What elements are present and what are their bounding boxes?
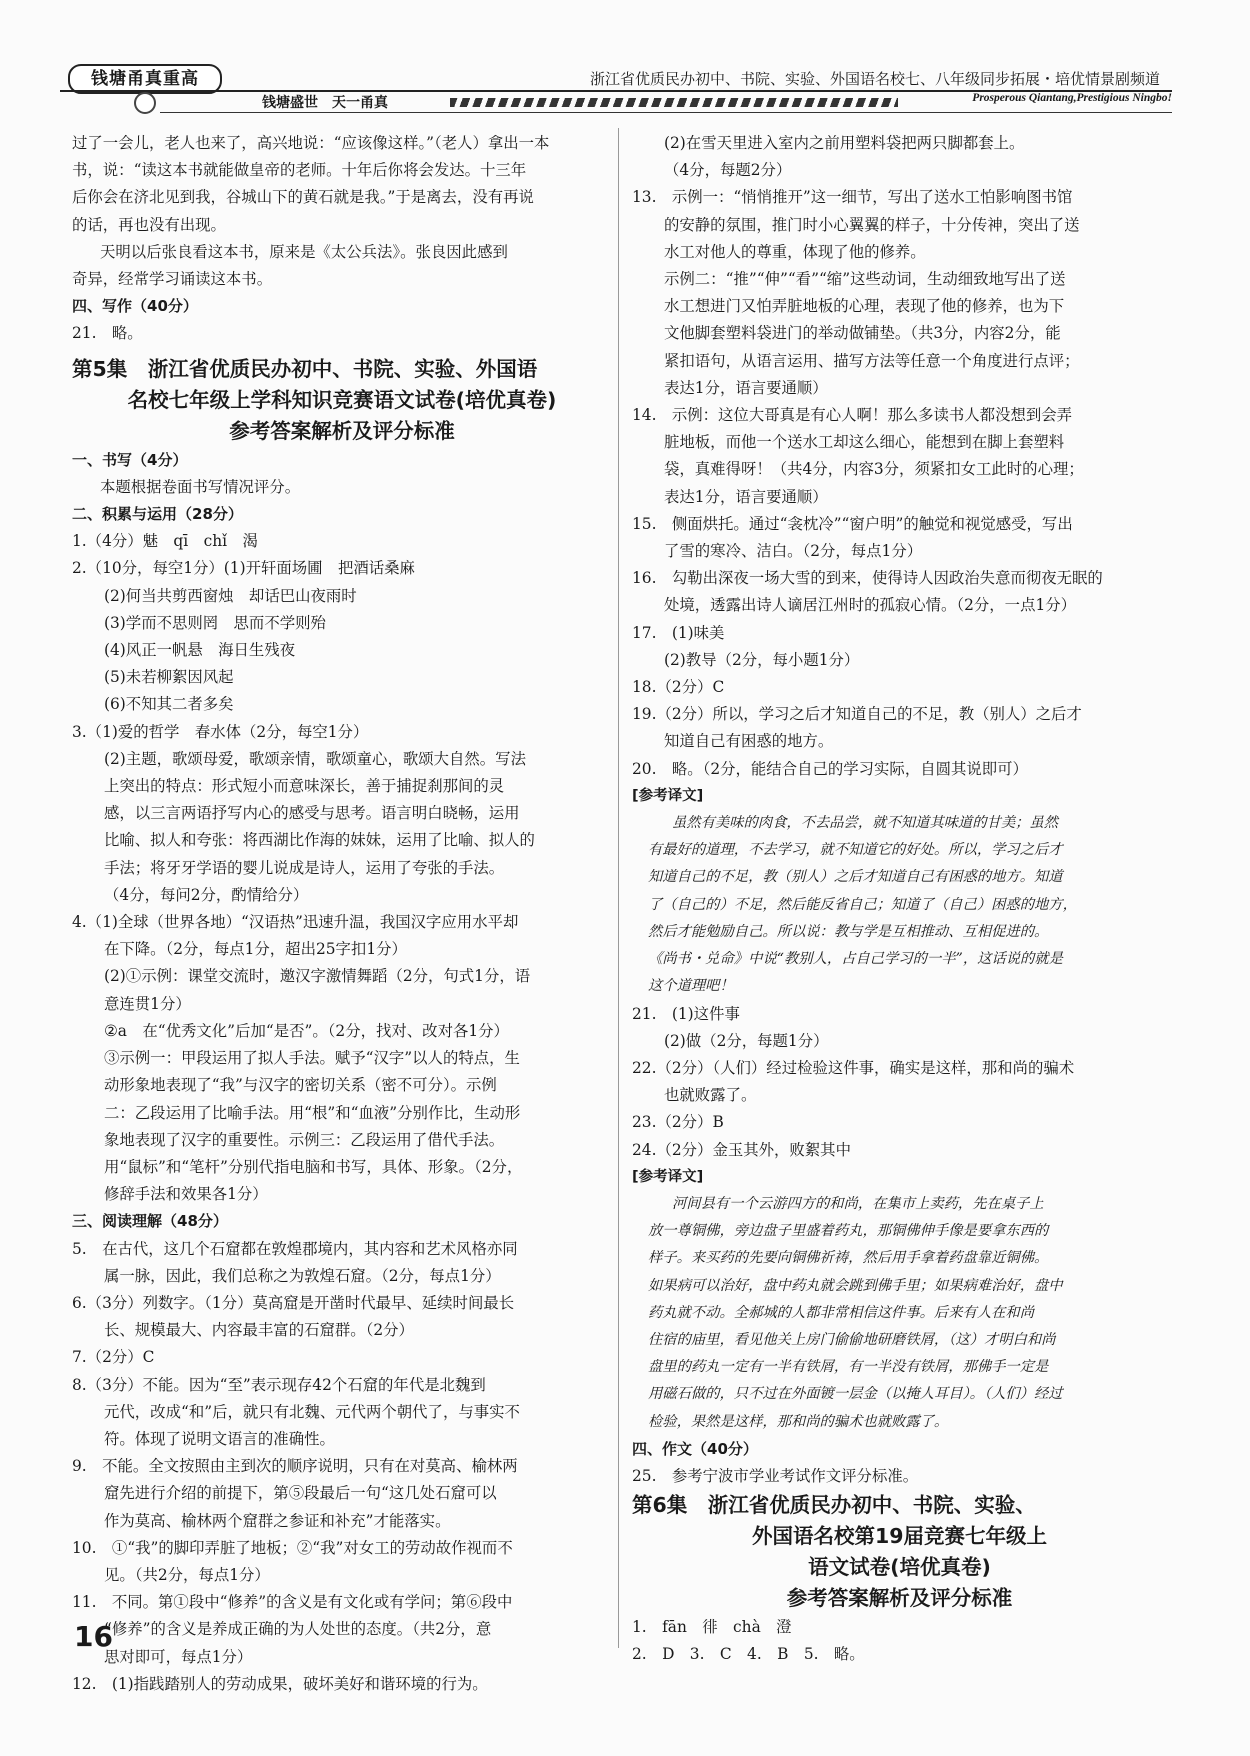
answer-line: 思对即可，每点1分） <box>104 1647 253 1666</box>
header-slogan: 钱塘盛世 天一甬真 <box>262 95 388 111</box>
page-number: 16 <box>74 1620 113 1653</box>
answer-line: 表达1分，语言要通顺） <box>664 378 828 397</box>
answer-line: (3)学而不思则罔 思而不学则殆 <box>104 613 326 632</box>
answer-line: 动形象地表现了“我”与汉字的密切关系（密不可分）。示例 <box>104 1076 497 1095</box>
left-column <box>72 130 612 1698</box>
translation-line: 河间县有一个云游四方的和尚，在集市上卖药，先在桌子上 <box>672 1195 1044 1212</box>
answer-line: 2.（10分，每空1分）(1)开轩面场圃 把酒话桑麻 <box>72 559 415 578</box>
answer-line: (2)①示例：课堂交流时，邀汉字激情舞蹈（2分，句式1分，语 <box>104 967 531 986</box>
answer-line: 袋，真难得呀！（共4分，内容3分，须紧扣女工此时的心理； <box>664 460 1084 479</box>
text-line: 的话，再也没有出现。 <box>72 215 226 234</box>
answer-line: 21. (1)这件事 <box>632 1004 740 1023</box>
answer-line: (2)何当共剪西窗烛 却话巴山夜雨时 <box>104 586 357 605</box>
answer-line: 符。体现了说明文语言的准确性。 <box>104 1429 335 1448</box>
answer-line: 6.（3分）列数字。（1分）莫高窟是开凿时代最早、延续时间最长 <box>72 1293 515 1312</box>
section-heading: 二、积累与运用（28分） <box>72 505 243 524</box>
translation-line: 住宿的庙里，看见他关上房门偷偷地研磨铁屑，（这）才明白和尚 <box>648 1331 1056 1348</box>
answer-line: 在下降。（2分，每点1分，超出25字扣1分） <box>104 940 407 959</box>
answer-line: 9. 不能。全文按照由主到次的顺序说明，只有在对莫高、榆林两 <box>72 1457 518 1476</box>
answer-line: 属一脉，因此，我们总称之为敦煌石窟。（2分，每点1分） <box>104 1266 501 1285</box>
answer-line: 12. (1)指践踏别人的劳动成果，破坏美好和谐环境的行为。 <box>72 1674 488 1693</box>
answer-line: 1. fān 徘 chà 澄 <box>632 1618 792 1637</box>
section-heading: 四、写作（40分） <box>72 297 198 316</box>
answer-line: 水工想进门又怕弄脏地板的心理，表现了他的修养，也为下 <box>664 297 1065 316</box>
translation-tag: [参考译文] <box>632 787 704 804</box>
header-english: Prosperous Qiantang,Prestigious Ningbo! <box>972 92 1172 104</box>
translation-line: 然后才能勉励自己。所以说：教与学是互相推动、互相促进的。 <box>648 923 1049 940</box>
answer-line: 25. 参考宁波市学业考试作文评分标准。 <box>632 1466 919 1485</box>
set-title: 名校七年级上学科知识竞赛语文试卷(培优真卷) <box>127 387 557 412</box>
text-line: 后你会在济北见到我，谷城山下的黄石就是我。”于是离去，没有再说 <box>72 188 534 207</box>
answer-line: 意连贯1分） <box>104 994 191 1013</box>
set-title: 语文试卷(培优真卷) <box>808 1555 991 1580</box>
column-divider <box>618 128 619 1648</box>
translation-line: 了（自己的）不足，然后能反省自己；知道了（自己）困惑的地方， <box>648 896 1077 913</box>
translation-line: 有最好的道理，不去学习，就不知道它的好处。所以，学习之后才 <box>648 842 1063 859</box>
answer-line: 16. 勾勒出深夜一场大雪的到来，使得诗人因政治失意而彻夜无眠的 <box>632 569 1103 588</box>
answer-line: 象地表现了汉字的重要性。示例三：乙段运用了借代手法。 <box>104 1130 505 1149</box>
translation-line: 用磁石做的，只不过在外面镀一层金（以掩人耳目）。（人们）经过 <box>648 1386 1063 1403</box>
answer-line: 2. D 3. C 4. B 5. 略。 <box>632 1645 865 1664</box>
answer-line: 19.（2分）所以，学习之后才知道自己的不足，教（别人）之后才 <box>632 705 1082 724</box>
answer-line: 也就败露了。 <box>664 1086 757 1105</box>
text-line: 奇异，经常学习诵读这本书。 <box>72 270 273 289</box>
brand-badge: 钱塘甬真重高 <box>68 64 222 94</box>
answer-line: 17. (1)味美 <box>632 623 725 642</box>
section-heading: 三、阅读理解（48分） <box>72 1212 228 1231</box>
answer-line: (6)不知其二者多矣 <box>104 695 234 714</box>
translation-tag: [参考译文] <box>632 1168 704 1185</box>
answer-line: 15. 侧面烘托。通过“衾枕冷”“窗户明”的触觉和视觉感受，写出 <box>632 514 1073 533</box>
header-decoration <box>450 98 898 107</box>
answer-line: 处境，透露出诗人谪居江州时的孤寂心情。（2分，一点1分） <box>664 596 1077 615</box>
answer-line: (2)在雪天里进入室内之前用塑料袋把两只脚都套上。 <box>664 134 1025 152</box>
text-line: 天明以后张良看这本书，原来是《太公兵法》。张良因此感到 <box>100 242 508 261</box>
answer-line: 文他脚套塑料袋进门的举动做铺垫。（共3分，内容2分，能 <box>664 324 1061 343</box>
answer-line: 4.（1)全球（世界各地）“汉语热”迅速升温，我国汉字应用水平却 <box>72 913 519 932</box>
answer-line: 感，以三言两语抒写内心的感受与思考。语言明白晓畅，运用 <box>104 804 520 823</box>
set-title: 第5集 浙江省优质民办初中、书院、实验、外国语 <box>72 356 538 381</box>
translation-line: 药丸就不动。全郝城的人都非常相信这件事。后来有人在和尚 <box>648 1304 1035 1321</box>
answer-line: 比喻、拟人和夸张：将西湖比作海的妹妹，运用了比喻、拟人的 <box>104 831 535 850</box>
text-line: 书，说：“读这本书就能做皇帝的老师。十年后你将会发达。十三年 <box>72 161 527 180</box>
answer-line: 14. 示例：这位大哥真是有心人啊！那么多读书人都没想到会弄 <box>632 406 1073 425</box>
answer-line: 示例二：“推”“伸”“看”“缩”这些动词，生动细致地写出了送 <box>664 270 1066 289</box>
answer-line: 1.（4分）魅 qī chǐ 渴 <box>72 532 258 551</box>
translation-line: 如果病可以治好，盘中药丸就会跳到佛手里；如果病难治好，盘中 <box>648 1277 1063 1294</box>
translation-line: 盘里的药丸一定有一半有铁屑，有一半没有铁屑，那佛手一定是 <box>648 1359 1049 1376</box>
answer-line: (2)主题，歌颂母爱，歌颂亲情，歌颂童心，歌颂大自然。写法 <box>104 749 526 768</box>
answer-line: 水工对他人的尊重，体现了他的修养。 <box>664 242 926 261</box>
header-series: 浙江省优质民办初中、书院、实验、外国语名校七、八年级同步拓展・培优情景剧频道 <box>589 70 1160 88</box>
header-rule-thin <box>160 112 1172 113</box>
translation-line: 样子。来买药的先要向铜佛祈祷，然后用手拿着药盘靠近铜佛。 <box>648 1250 1049 1267</box>
answer-line: “修养”的含义是养成正确的为人处世的态度。（共2分，意 <box>104 1620 492 1639</box>
answer-line: ③示例一：甲段运用了拟人手法。赋予“汉字”以人的特点，生 <box>104 1049 520 1068</box>
answer-line: 长、规模最大、内容最丰富的石窟群。（2分） <box>104 1321 414 1340</box>
set-title: 第6集 浙江省优质民办初中、书院、实验、 <box>632 1493 1036 1518</box>
answer-line: 22.（2分）（人们）经过检验这件事，确实是这样，那和尚的骗术 <box>632 1058 1075 1077</box>
translation-line: 放一尊铜佛，旁边盘子里盛着药丸，那铜佛伸手像是要拿东西的 <box>648 1223 1049 1240</box>
answer-line: 20. 略。（2分，能结合自己的学习实际，自圆其说即可） <box>632 759 1028 778</box>
answer-line: 3.（1)爱的哲学 春水体（2分，每空1分） <box>72 722 369 741</box>
translation-line: 知道自己的不足，教（别人）之后才知道自己有困惑的地方。知道 <box>648 869 1063 886</box>
answer-line: 上突出的特点：形式短小而意味深长，善于捕捉刹那间的灵 <box>104 777 505 796</box>
answer-line: 用“鼠标”和“笔杆”分别代指电脑和书写，具体、形象。（2分， <box>104 1157 523 1176</box>
right-column <box>632 130 1167 1669</box>
answer-line: 表达1分，语言要通顺） <box>664 487 828 506</box>
answer-line: 元代，改成“和”后，就只有北魏、元代两个朝代了，与事实不 <box>104 1402 520 1421</box>
answer-line: (2)做（2分，每题1分） <box>664 1031 829 1050</box>
answer-line: 脏地板，而他一个送水工却这么细心，能想到在脚上套塑料 <box>664 433 1065 452</box>
answer-line: 5. 在古代，这几个石窟都在敦煌郡境内，其内容和艺术风格亦同 <box>72 1239 518 1258</box>
translation-line: 这个道理吧！ <box>648 978 734 995</box>
answer-line: 8.（3分）不能。因为“至”表示现存42个石窟的年代是北魏到 <box>72 1375 486 1394</box>
answer-line: （4分，每问2分，酌情给分） <box>104 885 309 904</box>
translation-line: 虽然有美味的肉食，不去品尝，就不知道其味道的甘美；虽然 <box>672 815 1059 832</box>
answer-line: 23.（2分）B <box>632 1113 724 1132</box>
answer-line: 了雪的寒冷、洁白。（2分，每点1分） <box>664 542 923 561</box>
answer-line: 紧扣语句，从语言运用、描写方法等任意一个角度进行点评； <box>664 351 1080 370</box>
answer-line: 本题根据卷面书写情况评分。 <box>100 477 301 496</box>
set-title: 外国语名校第19届竞赛七年级上 <box>751 1524 1048 1549</box>
section-heading: 一、书写（4分） <box>72 450 188 469</box>
answer-line: (4)风正一帆悬 海日生残夜 <box>104 641 296 660</box>
answer-line: 21. 略。 <box>72 324 143 343</box>
answer-line: 11. 不同。第①段中“修养”的含义是有文化或有学问；第⑥段中 <box>72 1593 513 1612</box>
answer-line: 18.（2分）C <box>632 678 725 697</box>
answer-line: 二：乙段运用了比喻手法。用“根”和“血液”分别作比，生动形 <box>104 1103 521 1122</box>
answer-line: 的安静的氛围，推门时小心翼翼的样子，十分传神，突出了送 <box>664 215 1080 234</box>
answer-line: 手法；将牙牙学语的婴儿说成是诗人，运用了夸张的手法。 <box>104 858 505 877</box>
answer-line: 修辞手法和效果各1分） <box>104 1185 268 1204</box>
logo-circle-icon <box>134 92 156 114</box>
section-heading: 四、作文（40分） <box>632 1439 758 1458</box>
answer-line: 24.（2分）金玉其外，败絮其中 <box>632 1140 851 1159</box>
answer-line: 7.（2分）C <box>72 1348 155 1367</box>
set-title: 参考答案解析及评分标准 <box>786 1586 1013 1611</box>
translation-line: 《尚书・兑命》中说“教别人，占自己学习的一半”，这话说的就是 <box>648 951 1063 968</box>
text-line: 过了一会儿，老人也来了，高兴地说：“应该像这样。”（老人）拿出一本 <box>72 134 550 152</box>
answer-line: 知道自己有困惑的地方。 <box>664 732 834 751</box>
answer-line: 见。（共2分，每点1分） <box>104 1565 270 1584</box>
answer-line: (5)未若柳絮因风起 <box>104 668 234 687</box>
answer-line: (2)教导（2分，每小题1分） <box>664 650 860 669</box>
answer-line: （4分，每题2分） <box>664 161 792 180</box>
translation-line: 检验，果然是这样，那和尚的骗术也就败露了。 <box>648 1413 949 1430</box>
answer-line: 窟先进行介绍的前提下，第⑤段最后一句“这几处石窟可以 <box>104 1484 497 1503</box>
answer-line: ②a 在“优秀文化”后加“是否”。（2分，找对、改对各1分） <box>104 1021 509 1040</box>
answer-line: 作为莫高、榆林两个窟群之参证和补充”才能落实。 <box>104 1511 451 1530</box>
set-title: 参考答案解析及评分标准 <box>229 418 455 443</box>
answer-line: 10. ①“我”的脚印弄脏了地板；②“我”对女工的劳动故作视而不 <box>72 1538 513 1557</box>
answer-line: 13. 示例一：“悄悄推开”这一细节，写出了送水工怕影响图书馆 <box>632 188 1073 207</box>
